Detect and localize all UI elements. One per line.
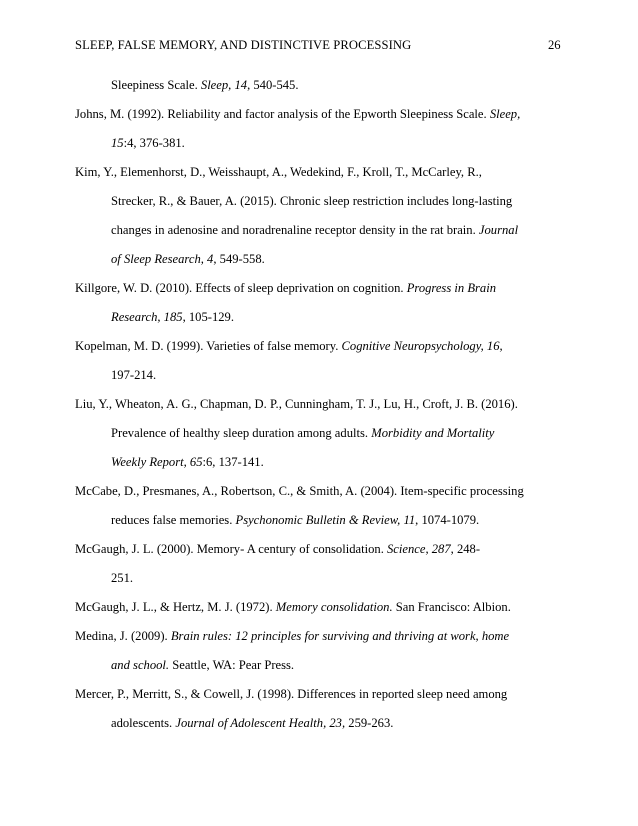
reference-line xyxy=(75,193,545,222)
reference-line xyxy=(75,222,545,251)
reference-text: :4, 376-381. xyxy=(123,136,185,150)
reference-entry xyxy=(75,599,545,628)
reference-text: Sleepiness Scale. xyxy=(111,78,201,92)
reference-text: reduces false memories. xyxy=(111,513,236,527)
reference-entry xyxy=(75,77,545,106)
reference-text: changes in adenosine and noradrenaline receptor density in the rat brain. xyxy=(111,223,479,237)
reference-text: 251. xyxy=(111,571,134,585)
reference-entry xyxy=(75,483,545,541)
reference-text: Mercer, P., Merritt, S., & Cowell, J. (1998). Differences in reported sleep need among xyxy=(75,687,508,701)
reference-line xyxy=(75,541,545,570)
reference-line xyxy=(75,425,545,454)
reference-italic-text: and school. xyxy=(111,658,170,672)
reference-entry xyxy=(75,686,545,744)
reference-entry xyxy=(75,106,545,164)
reference-italic-text: Progress in Brain xyxy=(406,281,497,295)
reference-list xyxy=(75,77,545,744)
reference-line xyxy=(75,164,545,193)
reference-entry xyxy=(75,164,545,280)
reference-text: McGaugh, J. L., & Hertz, M. J. (1972). xyxy=(75,600,276,614)
reference-line xyxy=(75,135,545,164)
reference-line xyxy=(75,106,545,135)
reference-text: Strecker, R., & Bauer, A. (2015). Chronic sleep restriction includes long-lasting xyxy=(111,194,513,208)
reference-text: Seattle, WA: Pear Press. xyxy=(169,658,295,672)
reference-text: 197-214. xyxy=(111,368,157,382)
reference-text: San Francisco: Albion. xyxy=(392,600,511,614)
reference-entry xyxy=(75,396,545,483)
reference-text: Kopelman, M. D. (1999). Varieties of false memory. xyxy=(75,339,342,353)
reference-italic-text: Psychonomic Bulletin & Review, 11 xyxy=(235,513,416,527)
reference-line xyxy=(75,396,545,425)
running-head: SLEEP, FALSE MEMORY, AND DISTINCTIVE PROCESSING xyxy=(75,38,412,52)
reference-line xyxy=(75,280,545,309)
reference-text: Johns, M. (1992). Reliability and factor analysis of the Epworth Sleepiness Scale. xyxy=(75,107,490,121)
reference-line xyxy=(75,686,545,715)
reference-text: , 1074-1079. xyxy=(415,513,480,527)
reference-text: , 549-558. xyxy=(213,252,265,266)
reference-line xyxy=(75,512,545,541)
reference-italic-text: Cognitive Neuropsychology, 16, xyxy=(341,339,503,353)
reference-italic-text: Journal of Adolescent Health, 23, xyxy=(175,716,346,730)
reference-italic-text: Memory consolidation. xyxy=(275,600,393,614)
reference-entry xyxy=(75,280,545,338)
reference-text: Kim, Y., Elemenhorst, D., Weisshaupt, A., Wedekind, F., Kroll, T., McCarley, R., xyxy=(75,165,482,179)
reference-text: Liu, Y., Wheaton, A. G., Chapman, D. P., Cunningham, T. J., Lu, H., Croft, J. B. (2016). xyxy=(75,397,518,411)
reference-italic-text: Journal xyxy=(478,223,519,237)
reference-text: Killgore, W. D. (2010). Effects of sleep deprivation on cognition. xyxy=(75,281,407,295)
reference-entry xyxy=(75,628,545,686)
reference-text: Medina, J. (2009). xyxy=(75,629,171,643)
reference-line xyxy=(75,657,545,686)
reference-italic-text: Science, 287 xyxy=(387,542,451,556)
reference-line xyxy=(75,251,545,280)
reference-text: :6, 137-141. xyxy=(202,455,264,469)
reference-text: Prevalence of healthy sleep duration among adults. xyxy=(111,426,372,440)
reference-line xyxy=(75,367,545,396)
page-number: 26 xyxy=(548,38,561,52)
reference-entry xyxy=(75,338,545,396)
reference-italic-text: Weekly Report, 65 xyxy=(111,455,203,469)
reference-italic-text: Sleep, xyxy=(489,107,521,121)
reference-line xyxy=(75,715,545,744)
reference-line xyxy=(75,570,545,599)
reference-entry xyxy=(75,541,545,599)
reference-italic-text: Research, 185 xyxy=(111,310,183,324)
reference-text: , 248- xyxy=(450,542,481,556)
reference-text: , 105-129. xyxy=(182,310,234,324)
reference-text: adolescents. xyxy=(111,716,176,730)
reference-italic-text: of Sleep Research, 4 xyxy=(111,252,214,266)
reference-text: , 540-545. xyxy=(247,78,299,92)
reference-line xyxy=(75,77,545,106)
reference-italic-text: Morbidity and Mortality xyxy=(371,426,495,440)
reference-text: 259-263. xyxy=(345,716,394,730)
reference-text: McCabe, D., Presmanes, A., Robertson, C., & Smith, A. (2004). Item-specific processing xyxy=(75,484,524,498)
reference-italic-text: Sleep, 14 xyxy=(200,78,248,92)
reference-line xyxy=(75,309,545,338)
reference-line xyxy=(75,599,545,628)
reference-line xyxy=(75,483,545,512)
reference-italic-text: Brain rules: 12 principles for surviving and thriving at work, home xyxy=(170,629,510,643)
reference-italic-text: 15 xyxy=(111,136,124,150)
reference-line xyxy=(75,454,545,483)
reference-text: McGaugh, J. L. (2000). Memory- A century of consolidation. xyxy=(75,542,387,556)
reference-line xyxy=(75,628,545,657)
reference-line xyxy=(75,338,545,367)
